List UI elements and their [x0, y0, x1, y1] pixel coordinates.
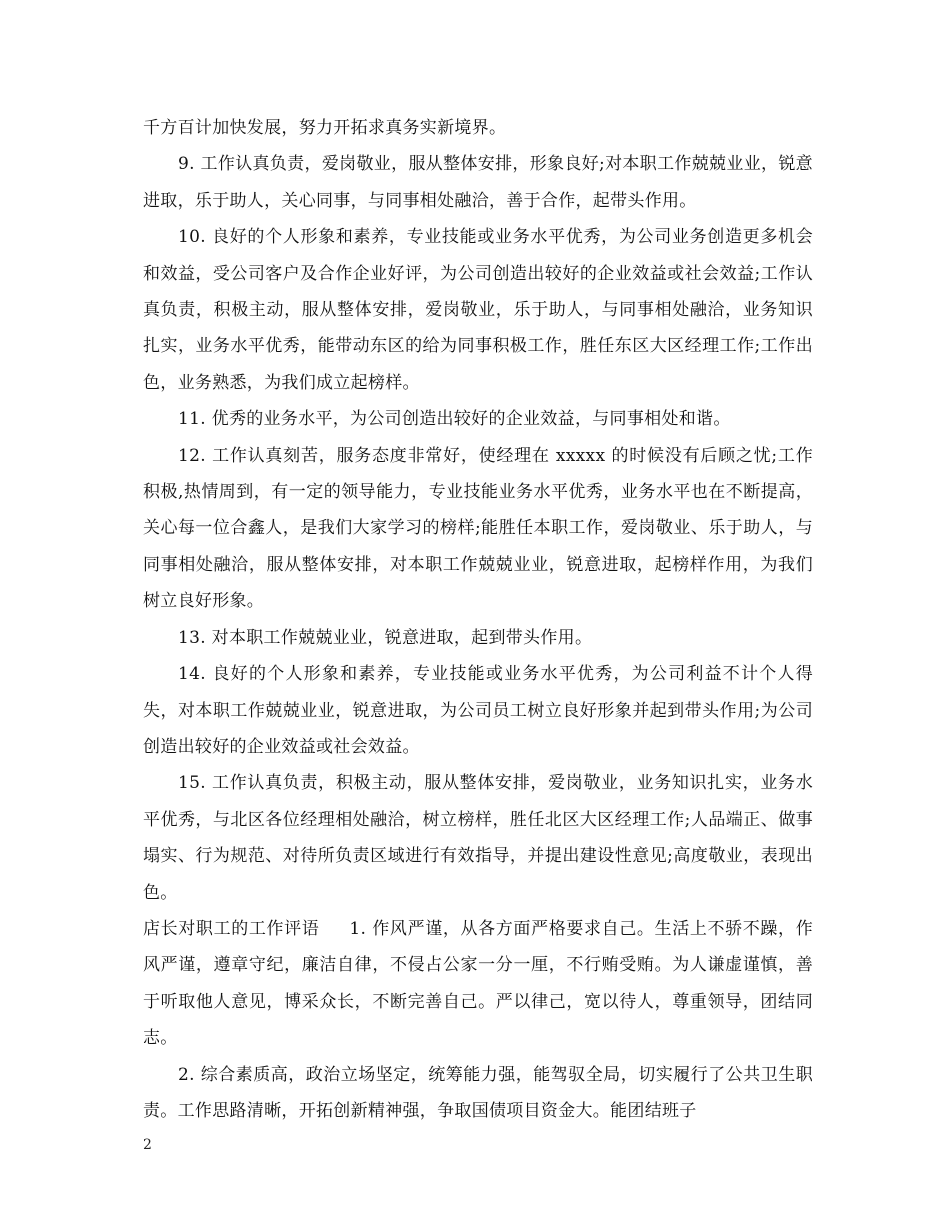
- document-body: [143, 110, 813, 1129]
- paragraph-item-15: 15. 工作认真负责，积极主动，服从整体安排，爱岗敬业，业务知识扎实，业务水平优秀，与北区各位经理相处融洽，树立榜样，胜任北区大区经理工作;人品端正、做事塌实、行为规范、对待所负责区域进行有效指导，并提出建设性意见;高度敬业，表现出色。: [143, 773, 813, 903]
- paragraph-item-13: 13. 对本职工作兢兢业业，锐意进取，起到带头作用。: [178, 627, 593, 648]
- paragraph-item-14: 14. 良好的个人形象和素养，专业技能或业务水平优秀，为公司利益不计个人得失，对本职工作兢兢业业，锐意进取，为公司员工树立良好形象并起到带头作用;为公司创造出较好的企业效益或社会效益。: [143, 664, 813, 757]
- paragraph-item-12: 12. 工作认真刻苦，服务态度非常好，使经理在 xxxxx 的时候没有后顾之忧;工作积极,热情周到，有一定的领导能力，专业技能业务水平优秀，业务水平也在不断提高，关心每一位合鑫人，是我们大家学习的榜样;能胜任本职工作，爱岗敬业、乐于助人，与同事相处融洽，服从整体安排，对本职工作兢兢业业，锐意进取，起榜样作用，为我们树立良好形象。: [143, 445, 813, 612]
- paragraph-item-10: 10. 良好的个人形象和素养，专业技能或业务水平优秀，为公司业务创造更多机会和效益，受公司客户及合作企业好评，为公司创造出较好的企业效益或社会效益;工作认真负责，积极主动，服从整体安排，爱岗敬业，乐于助人，与同事相处融洽，业务知识扎实，业务水平优秀，能带动东区的给为同事积极工作，胜任东区大区经理工作;工作出色，业务熟悉，为我们成立起榜样。: [143, 227, 813, 393]
- section-paragraph: [143, 911, 813, 1057]
- section-first-item: 1. 作风严谨，从各方面严格要求自己。生活上不骄不躁，作风严谨，遵章守纪，廉洁自律，不侵占公家一分一厘，不行贿受贿。为人谦虚谨慎，善于听取他人意见，博采众长，不断完善自己。严以律己，宽以待人，尊重领导，团结同志。: [143, 918, 813, 1049]
- section-heading: 店长对职工的工作评语: [143, 918, 320, 939]
- page-number: 2: [143, 1137, 152, 1153]
- paragraph-item-11: 11. 优秀的业务水平，为公司创造出较好的企业效益，与同事相处和谐。: [178, 409, 731, 430]
- paragraph-continuation: 千方百计加快发展，努力开拓求真务实新境界。: [143, 118, 507, 138]
- paragraph-item-9: 9. 工作认真负责，爱岗敬业，服从整体安排，形象良好;对本职工作兢兢业业，锐意进取，乐于助人，关心同事，与同事相处融洽，善于合作，起带头作用。: [143, 154, 813, 211]
- paragraph-item-2: 2. 综合素质高，政治立场坚定，统筹能力强，能驾驭全局，切实履行了公共卫生职责。工作思路清晰，开拓创新精神强，争取国债项目资金大。能团结班子: [143, 1064, 813, 1121]
